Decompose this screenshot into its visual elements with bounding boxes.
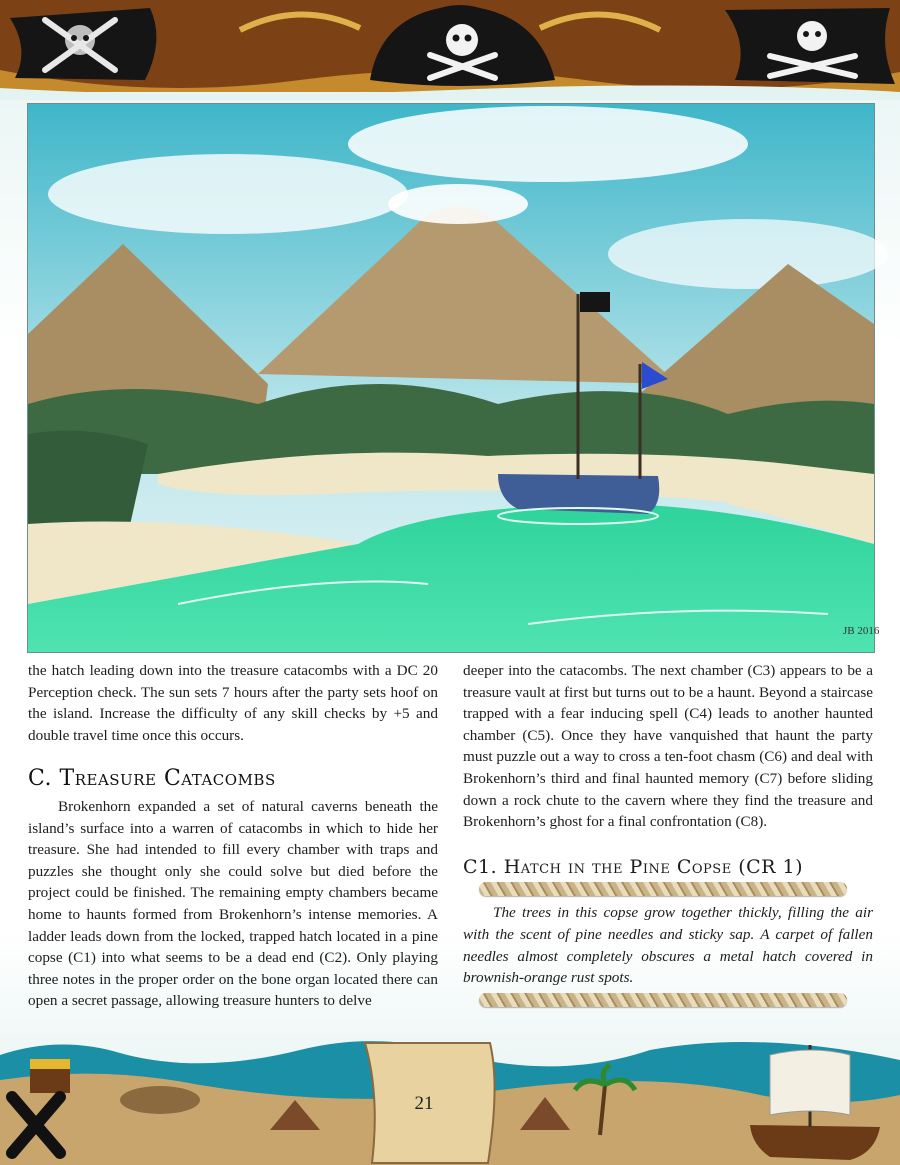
boxed-read-aloud-text: The trees in this copse grow together thickly, filling the air with the scent of pine needles and sticky sap. A carpet of fallen needles almost completely obscures a metal hatch covered in brownish-orange rust spots. [463,904,873,987]
rope-divider-bottom [479,993,847,1007]
intro-paragraph: the hatch leading down into the treasure catacombs with a DC 20 Perception check. The sun sets 7 hours after the party sets hoof on the island. Increase the difficulty of any skill checks by +5 and double travel time once this occurs. [28,662,438,744]
footer-treasure-map [0,1035,900,1165]
rope-divider-top [479,882,847,896]
left-column [28,660,438,1012]
skull-crossbones-flag-right-icon [725,8,895,84]
skull-crossbones-flag-left-icon [10,8,156,80]
section-paragraph: Brokenhorn expanded a set of natural caverns beneath the island’s surface into a warren of catacombs in which to hide her treasure. She had intended to fill every chamber with traps and puzzles she thought only she could solve but died before the project could be finished. The remaining empty chambers became home to haunts formed from Brokenhorn’s intense memories. A ladder leads down from the locked, trapped hatch located in a pine copse (C1) into what seems to be a dead end (C2). Only playing three notes in the proper order on the bone organ located there can open a secret passage, allowing treasure hunters to delve [28,797,438,1010]
subsection-heading-c1: C1. Hatch in the Pine Copse (CR 1) [463,855,804,878]
treasure-chest-icon [30,1059,70,1093]
pirate-flag-icon [580,292,610,312]
island-illustration [27,103,880,653]
illustration-signature: JB 2016 [843,625,880,637]
whirlpool-icon [120,1086,200,1114]
page-number: 21 [414,1093,434,1114]
right-column [463,660,873,1013]
section-heading-treasure-catacombs: C. Treasure Catacombs [28,766,276,792]
header-banner [0,0,900,100]
continued-paragraph: deeper into the catacombs. The next chamber (C3) appears to be a treasure vault at first but turns out to be a haunt. Beyond a staircase trapped with a fear inducing spell (C4) leads to another haunted chamber (C5). Once they have vanquished that haunt the party must puzzle out a way to cross a ten-foot chasm (C6) and deal with Brokenhorn’s third and final haunted memory (C7) before sliding down a rock chute to the cavern where they find the treasure and Brokenhorn’s ghost for a final confrontation (C8). [463,662,873,831]
